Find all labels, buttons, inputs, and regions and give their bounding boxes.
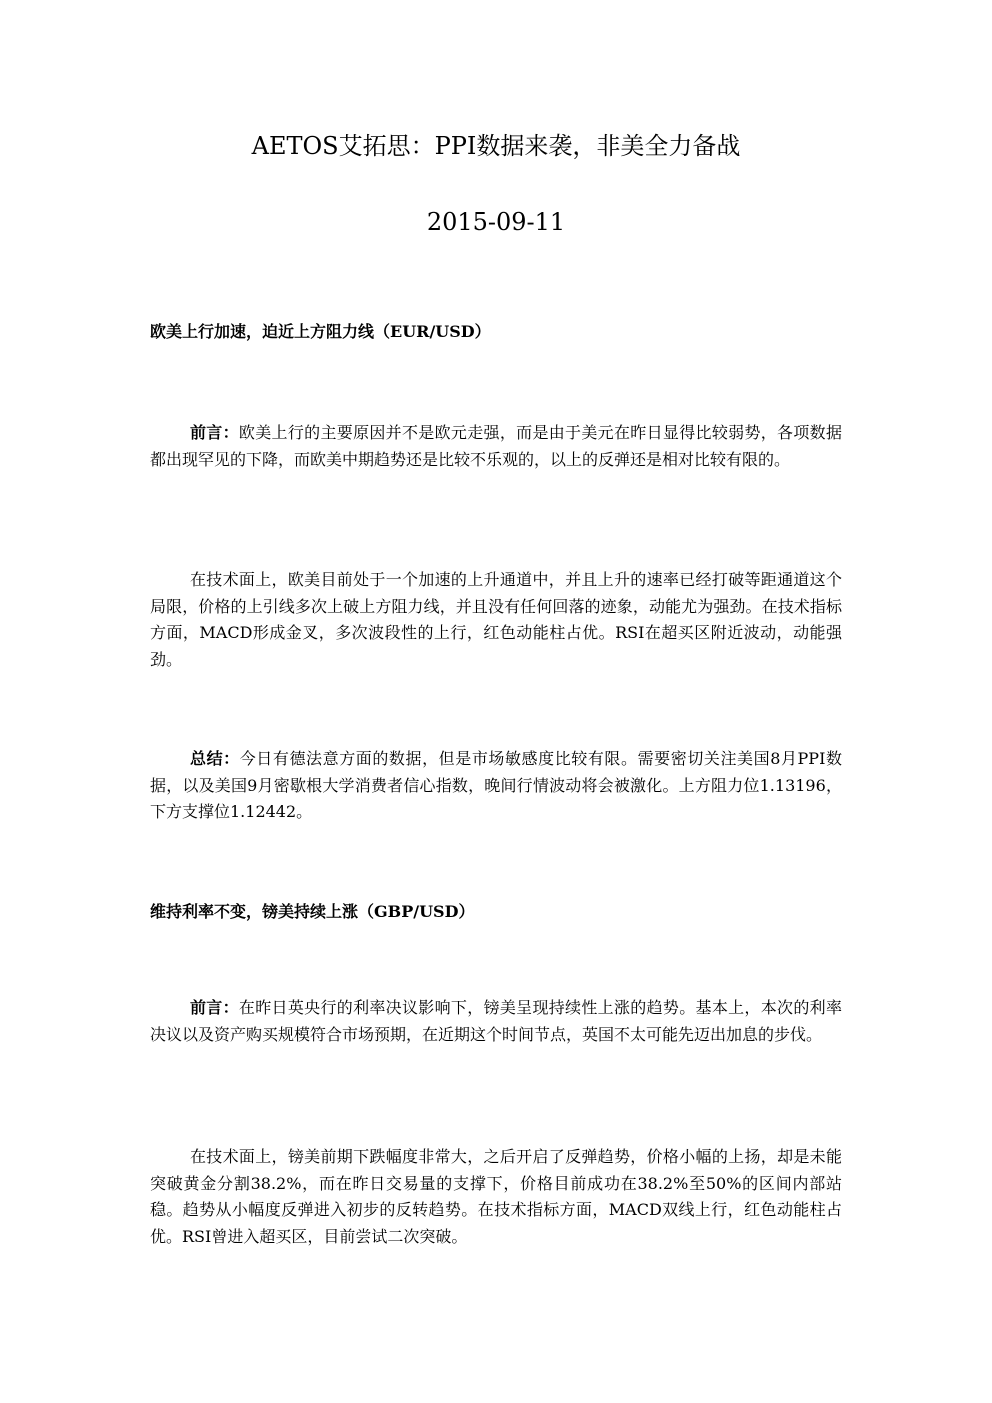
paragraph-lead: 前言： [190,998,239,1017]
paragraph-lead: 总结： [190,749,240,768]
paragraph-gbpusd-intro [150,995,842,1048]
paragraph-eurusd-technical [150,567,842,673]
section-heading-gbpusd: 维持利率不变，镑美持续上涨（GBP/USD） [150,902,475,921]
paragraph-eurusd-summary [150,746,842,826]
paragraph-eurusd-intro [150,420,842,473]
paragraph-text: 在技术面上，镑美前期下跌幅度非常大，之后开启了反弹趋势，价格小幅的上扬，却是未能突破黄金分割38.2%，而在昨日交易量的支撑下，价格目前成功在38.2%至50%的区间内部站稳。趋势从小幅度反弹进入初步的反转趋势。在技术指标方面，MACD双线上行，红色动能柱占优。RSI曾进入超买区，目前尝试二次突破。 [150,1147,842,1246]
paragraph-gbpusd-technical [150,1144,842,1250]
paragraph-text: 在技术面上，欧美目前处于一个加速的上升通道中，并且上升的速率已经打破等距通道这个局限，价格的上引线多次上破上方阻力线，并且没有任何回落的迹象，动能尤为强劲。在技术指标方面，MACD形成金叉，多次波段性的上行，红色动能柱占优。RSI在超买区附近波动，动能强劲。 [150,570,842,669]
section-heading-eurusd: 欧美上行加速，迫近上方阻力线（EUR/USD） [150,322,491,341]
paragraph-lead: 前言： [190,423,239,442]
document-title: AETOS艾拓思：PPI数据来袭，非美全力备战 [251,132,741,160]
document-date: 2015-09-11 [426,208,566,236]
paragraph-text: 在昨日英央行的利率决议影响下，镑美呈现持续性上涨的趋势。基本上，本次的利率决议以及资产购买规模符合市场预期，在近期这个时间节点，英国不太可能先迈出加息的步伐。 [150,998,842,1044]
paragraph-text: 今日有德法意方面的数据，但是市场敏感度比较有限。需要密切关注美国8月PPI数据，以及美国9月密歇根大学消费者信心指数，晚间行情波动将会被激化。上方阻力位1.13196，下方支撑位1.12442。 [150,749,842,821]
paragraph-text: 欧美上行的主要原因并不是欧元走强，而是由于美元在昨日显得比较弱势，各项数据都出现罕见的下降，而欧美中期趋势还是比较不乐观的，以上的反弹还是相对比较有限的。 [150,423,842,469]
